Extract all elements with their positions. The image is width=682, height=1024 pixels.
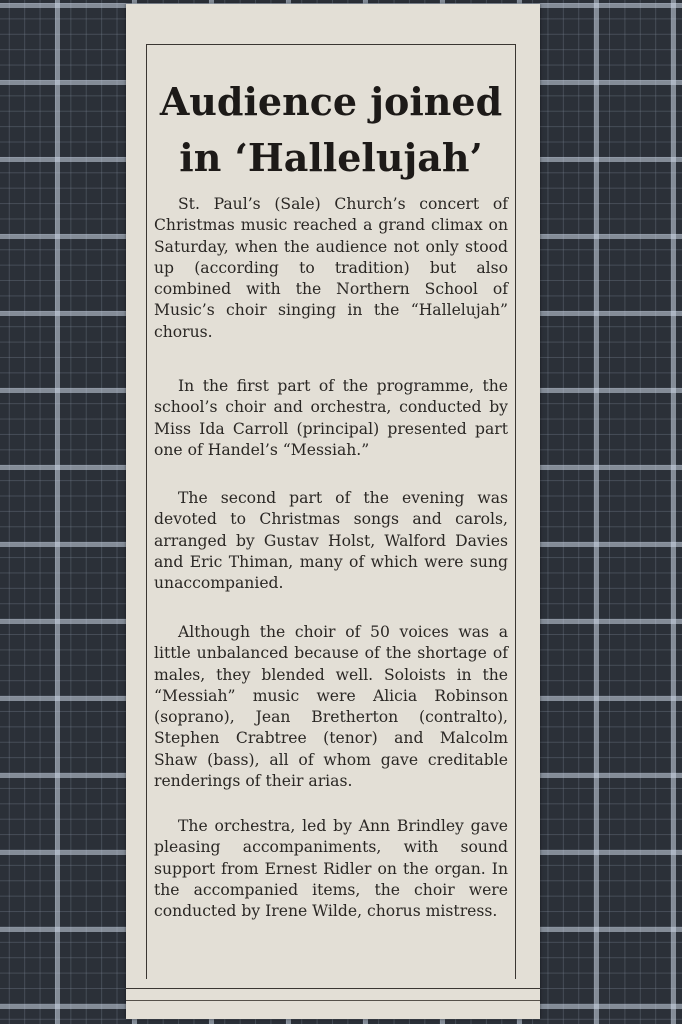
left-column-rule <box>146 44 147 979</box>
paragraph-1: St. Paul’s (Sale) Church’s concert of Christmas music reached a grand climax on Saturday, when the audience not only stood up (according to tradition) but also combined with the Northern School of Music’s choir singing in the “Hallelujah” chorus. <box>154 195 508 341</box>
right-column-rule <box>515 44 516 979</box>
headline-line-1: Audience joined <box>159 79 503 124</box>
newspaper-clipping <box>126 4 540 1019</box>
headline-line-2: in ‘Hallelujah’ <box>179 135 483 180</box>
paragraph-3: The second part of the evening was devoted to Christmas songs and carols, arranged by Gustav Holst, Walford Davies and Eric Thiman, many of which were sung unaccompanied. <box>154 489 508 593</box>
bottom-rule <box>126 988 540 989</box>
top-rule <box>146 44 516 45</box>
paragraph-4: Although the choir of 50 voices was a little unbalanced because of the shortage of males, they blended well. Soloists in the “Messiah” music were Alicia Robinson (soprano), Jean Bretherton (contralto), Stephen Crabtree (tenor) and Malcolm Shaw (bass), all of whom gave creditable renderings of their arias. <box>154 623 508 791</box>
paragraph-2: In the first part of the programme, the school’s choir and orchestra, conducted by Miss Ida Carroll (principal) presented part one of Handel’s “Messiah.” <box>154 377 508 459</box>
paragraph-5: The orchestra, led by Ann Brindley gave pleasing accompaniments, with sound support from Ernest Ridler on the organ. In the accompanied items, the choir were conducted by Irene Wilde, chorus mistress. <box>154 817 508 921</box>
bottom-rule-2 <box>126 1000 540 1001</box>
